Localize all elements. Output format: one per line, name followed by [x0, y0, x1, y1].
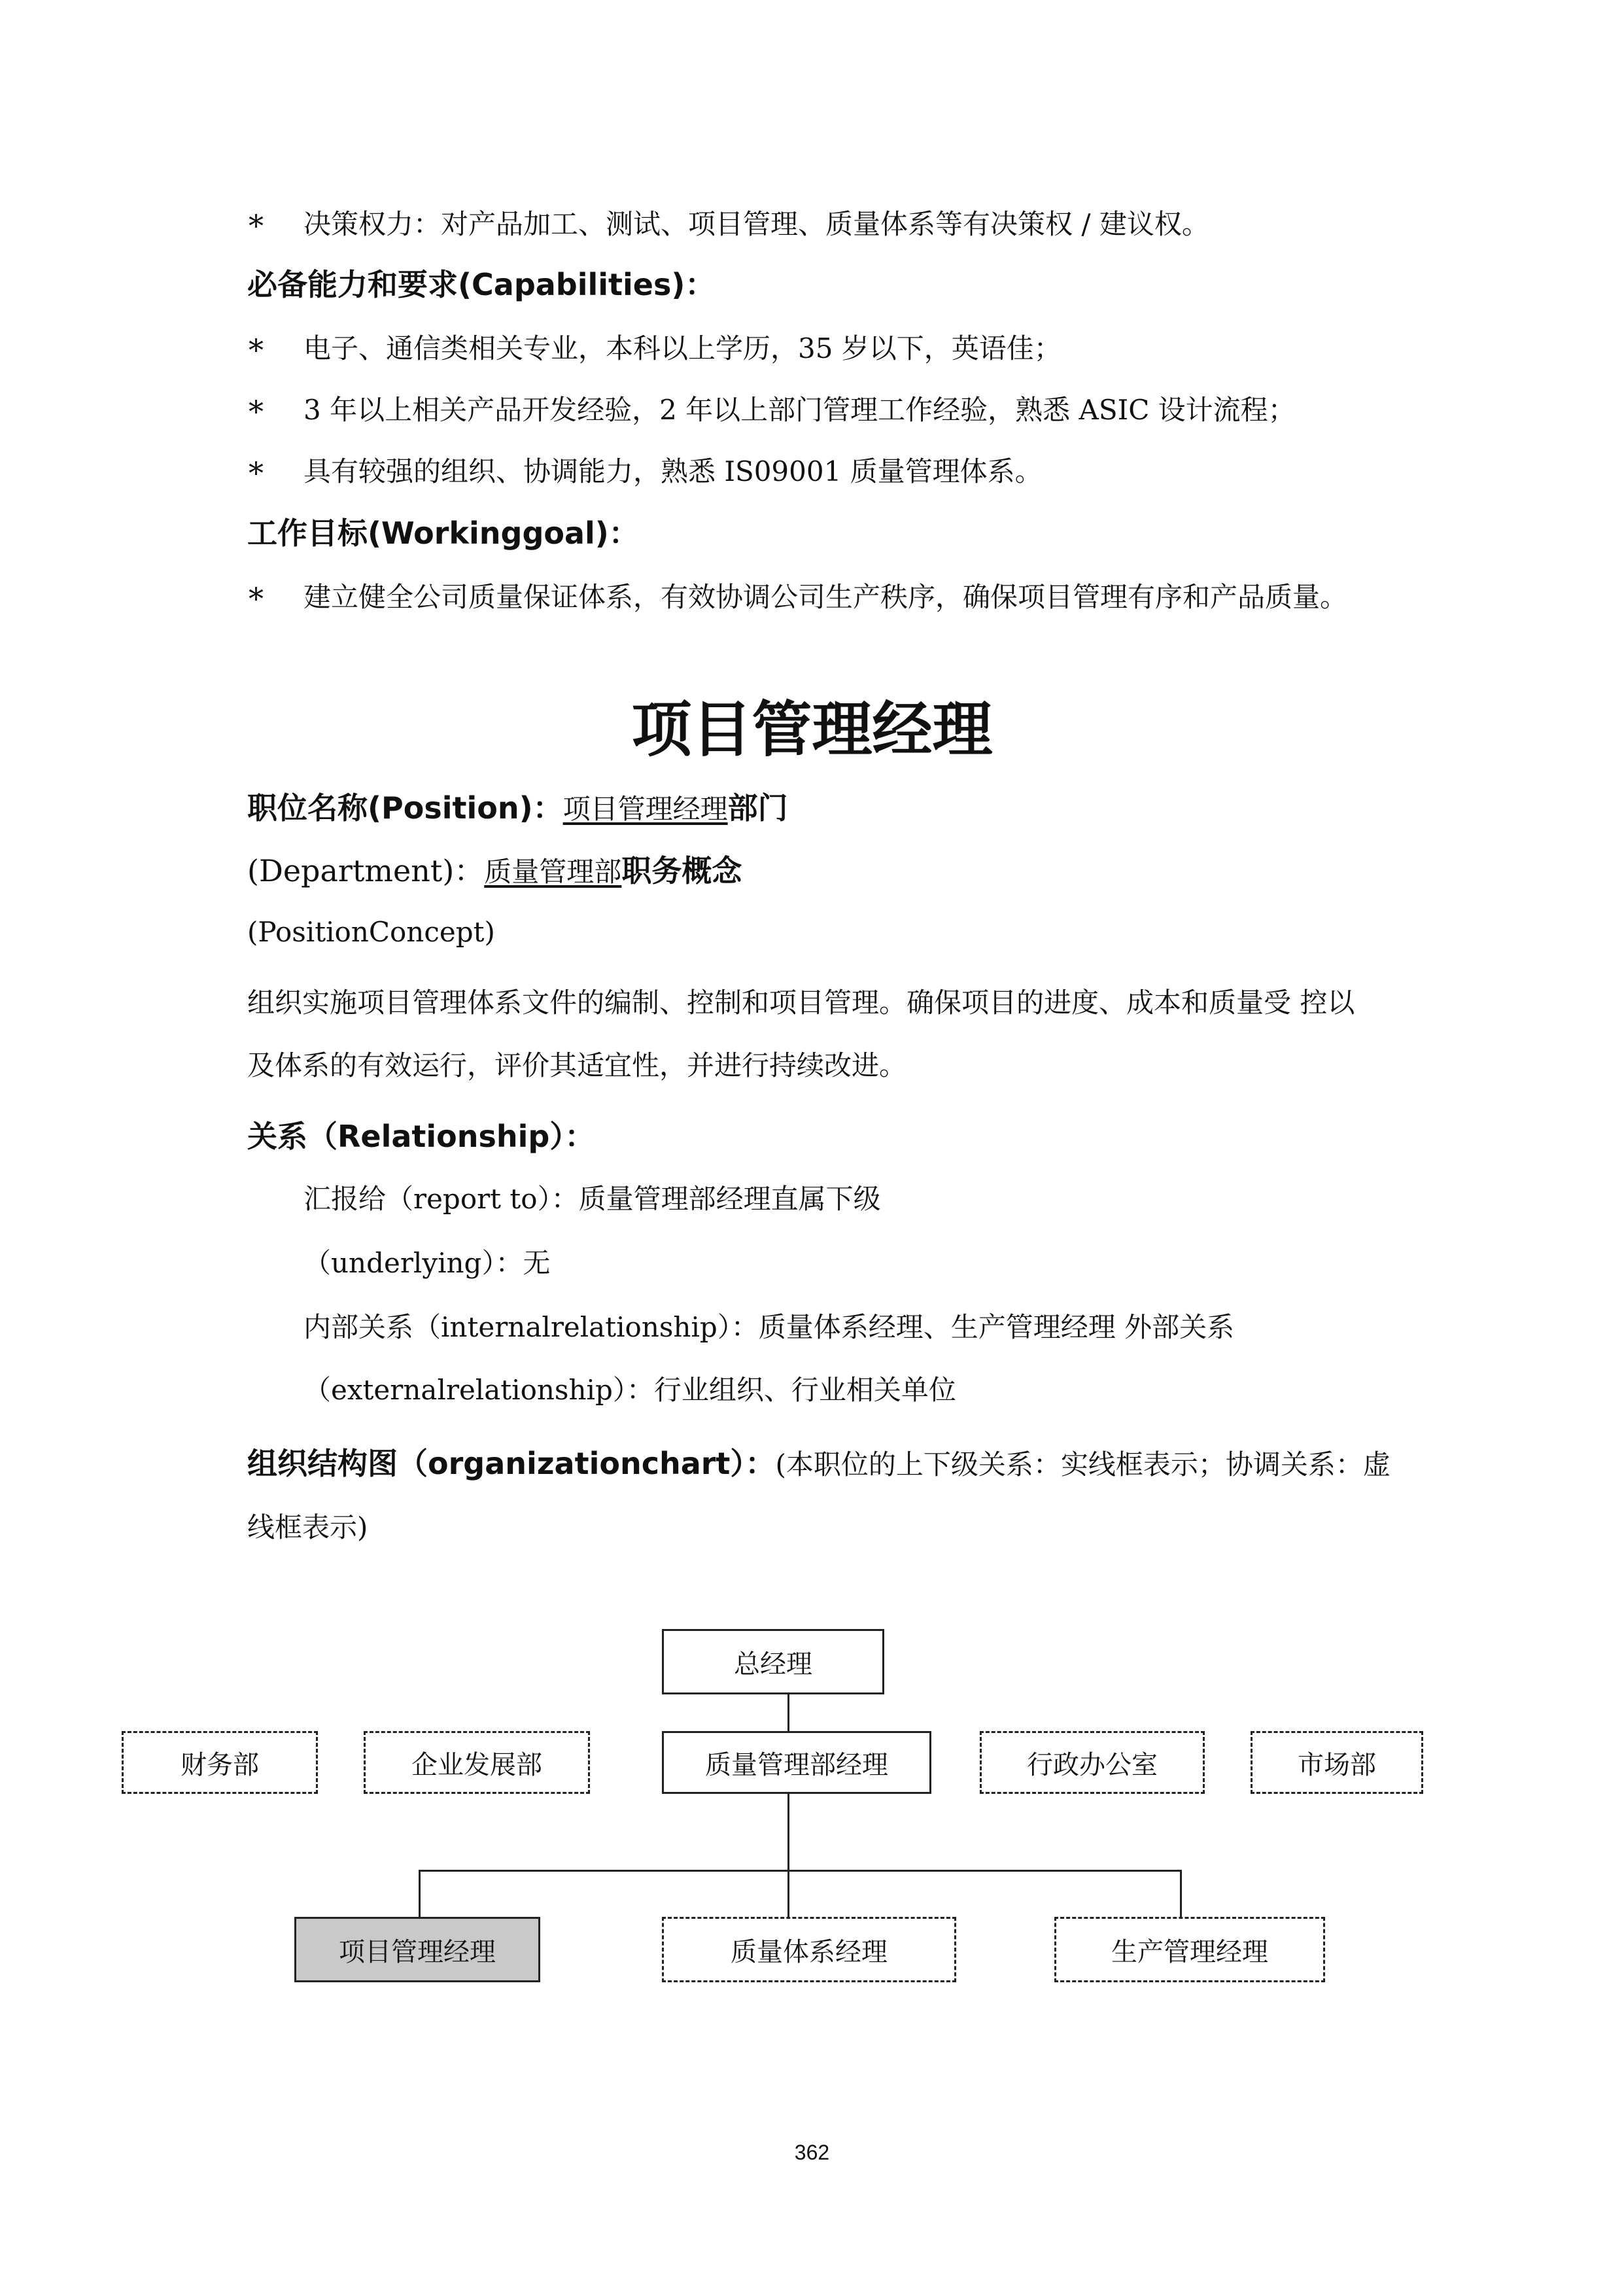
org-box-general-manager: 总经理: [662, 1629, 884, 1694]
page-number: 362: [794, 2141, 830, 2164]
org-heading: 组织结构图（organizationchart）：: [247, 1446, 776, 1481]
bullet-star: *: [249, 332, 264, 368]
connector-line: [419, 1870, 1181, 1872]
concept-label: 职务概念: [621, 853, 742, 888]
bullet-star: *: [249, 581, 264, 616]
capability-item: 电子、通信类相关专业，本科以上学历，35 岁以下，英语佳；: [303, 332, 1062, 364]
org-heading-line: [247, 1448, 1391, 1479]
department-label: 部门: [727, 790, 788, 826]
department-label-en: (Department)：: [247, 853, 485, 888]
concept-text-line: 及体系的有效运行，评价其适宜性，并进行持续改进。: [247, 1049, 907, 1081]
concept-label-en: (PositionConcept): [247, 916, 495, 948]
position-line: [247, 790, 788, 826]
relationship-line: （externalrelationship）：行业组织、行业相关单位: [303, 1374, 956, 1406]
org-box-finance: 财务部: [122, 1731, 318, 1794]
connector-line: [787, 1694, 789, 1731]
org-box-quality-system-manager: 质量体系经理: [662, 1917, 956, 1982]
org-note: (本职位的上下级关系：实线框表示；协调关系：虚: [775, 1448, 1391, 1480]
relationship-line: 内部关系（internalrelationship）：质量体系经理、生产管理经理 外部关系: [303, 1311, 1235, 1343]
org-note-cont: 线框表示): [247, 1511, 368, 1543]
department-line: [247, 853, 742, 888]
relationship-heading: 关系（Relationship）：: [247, 1119, 595, 1154]
org-box-enterprise-dev: 企业发展部: [364, 1731, 590, 1794]
org-box-admin-office: 行政办公室: [980, 1731, 1205, 1794]
capability-item: 具有较强的组织、协调能力，熟悉 IS09001 质量管理体系。: [303, 455, 1043, 487]
bullet-star: *: [249, 455, 264, 491]
org-box-project-manager: 项目管理经理: [294, 1917, 540, 1982]
position-value: 项目管理经理: [562, 793, 728, 825]
capabilities-heading: 必备能力和要求(Capabilities)：: [247, 267, 716, 302]
capability-item: 3 年以上相关产品开发经验，2 年以上部门管理工作经验，熟悉 ASIC 设计流程；: [303, 394, 1296, 426]
bullet-star: *: [249, 394, 264, 429]
decision-power-text: 决策权力：对产品加工、测试、项目管理、质量体系等有决策权 / 建议权。: [303, 208, 1209, 240]
org-box-market: 市场部: [1251, 1731, 1423, 1794]
goal-heading: 工作目标(Workinggoal)：: [247, 516, 639, 551]
relationship-line: 汇报给（report to）：质量管理部经理直属下级: [303, 1183, 881, 1215]
concept-text-line: 组织实施项目管理体系文件的编制、控制和项目管理。确保项目的进度、成本和质量受 控以: [247, 987, 1355, 1019]
department-value: 质量管理部: [484, 856, 622, 888]
connector-line: [1180, 1870, 1182, 1917]
org-box-quality-dept-manager: 质量管理部经理: [662, 1731, 931, 1794]
org-box-production-manager: 生产管理经理: [1054, 1917, 1325, 1982]
connector-line: [419, 1870, 421, 1917]
position-label: 职位名称(Position)：: [247, 790, 563, 826]
goal-item: 建立健全公司质量保证体系，有效协调公司生产秩序，确保项目管理有序和产品质量。: [303, 581, 1348, 613]
connector-line: [787, 1794, 789, 1917]
relationship-line: （underlying）：无: [303, 1247, 551, 1279]
bullet-star: *: [249, 208, 264, 243]
section-title: 项目管理经理: [631, 695, 993, 765]
